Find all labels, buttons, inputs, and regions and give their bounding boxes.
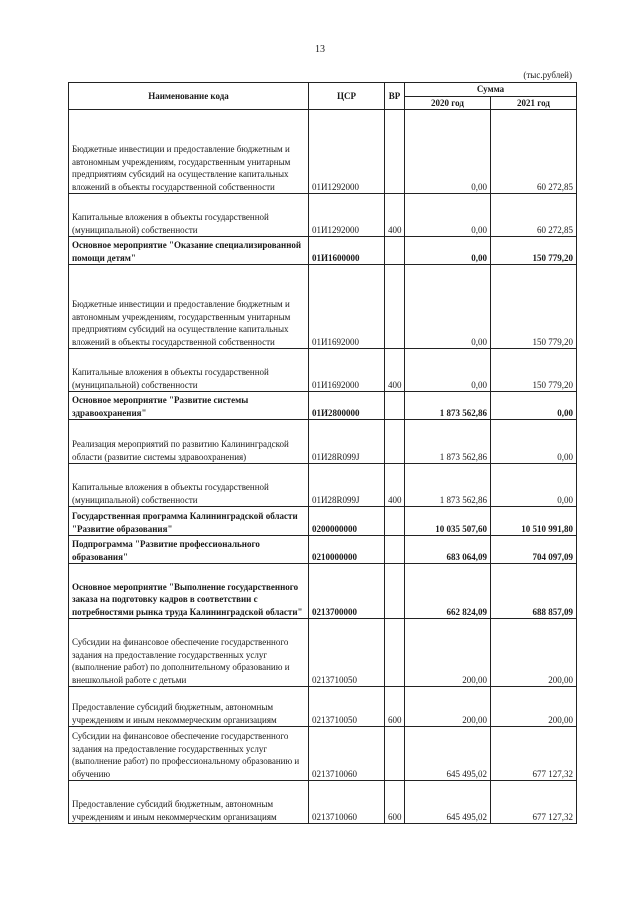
table-row	[69, 464, 577, 507]
row-2021: 150 779,20	[491, 237, 577, 265]
header-csr: ЦСР	[309, 83, 385, 110]
row-csr: 01И1692000	[309, 265, 385, 349]
row-vr: 400	[385, 464, 405, 507]
row-2020: 1 873 562,86	[405, 392, 491, 420]
row-2020: 0,00	[405, 265, 491, 349]
header-vr: ВР	[385, 83, 405, 110]
row-name: Основное мероприятие "Оказание специализированной помощи детям"	[69, 237, 309, 265]
table-row	[69, 392, 577, 420]
row-2020: 645 495,02	[405, 727, 491, 781]
row-csr: 01И1692000	[309, 349, 385, 392]
row-name: Капитальные вложения в объекты государственной (муниципальной) собственности	[69, 194, 309, 237]
table-row	[69, 564, 577, 619]
row-csr: 0213700000	[309, 564, 385, 619]
row-csr: 01И28R099J	[309, 464, 385, 507]
row-2021: 150 779,20	[491, 349, 577, 392]
row-2020: 0,00	[405, 194, 491, 237]
row-2021: 200,00	[491, 687, 577, 727]
row-2020: 1 873 562,86	[405, 420, 491, 464]
row-vr	[385, 507, 405, 536]
header-2021: 2021 год	[491, 96, 577, 110]
row-2021: 150 779,20	[491, 265, 577, 349]
row-name: Государственная программа Калининградской области "Развитие образования"	[69, 507, 309, 536]
row-2020: 662 824,09	[405, 564, 491, 619]
row-csr: 01И1600000	[309, 237, 385, 265]
row-name: Предоставление субсидий бюджетным, автономным учреждениям и иным некоммерческим организациям	[69, 687, 309, 727]
row-2021: 60 272,85	[491, 110, 577, 194]
row-2021: 0,00	[491, 392, 577, 420]
row-csr: 01И1292000	[309, 110, 385, 194]
table-row	[69, 349, 577, 392]
row-2021: 0,00	[491, 420, 577, 464]
table-row	[69, 727, 577, 781]
row-2021: 688 857,09	[491, 564, 577, 619]
row-vr	[385, 420, 405, 464]
budget-table	[68, 82, 577, 824]
row-name: Капитальные вложения в объекты государственной (муниципальной) собственности	[69, 464, 309, 507]
row-name: Реализация мероприятий по развитию Калининградской области (развитие системы здравоохранения)	[69, 420, 309, 464]
row-2020: 200,00	[405, 619, 491, 687]
row-2021: 0,00	[491, 464, 577, 507]
row-name: Субсидии на финансовое обеспечение государственного задания на предоставление государственных услуг (выполнение работ) по профессиональному образованию и обучению	[69, 727, 309, 781]
row-vr	[385, 392, 405, 420]
row-vr: 600	[385, 781, 405, 824]
header-2020: 2020 год	[405, 96, 491, 110]
row-vr	[385, 110, 405, 194]
row-2021: 704 097,09	[491, 536, 577, 564]
row-vr	[385, 237, 405, 265]
table-row	[69, 420, 577, 464]
row-2020: 0,00	[405, 349, 491, 392]
table-row	[69, 237, 577, 265]
row-2020: 10 035 507,60	[405, 507, 491, 536]
row-csr: 01И2800000	[309, 392, 385, 420]
row-vr	[385, 564, 405, 619]
row-2021: 10 510 991,80	[491, 507, 577, 536]
row-name: Основное мероприятие "Развитие системы здравоохранения"	[69, 392, 309, 420]
row-csr: 0213710060	[309, 727, 385, 781]
row-2020: 683 064,09	[405, 536, 491, 564]
table-row	[69, 265, 577, 349]
row-name: Предоставление субсидий бюджетным, автономным учреждениям и иным некоммерческим организациям	[69, 781, 309, 824]
row-2020: 0,00	[405, 237, 491, 265]
table-row	[69, 619, 577, 687]
row-2021: 677 127,32	[491, 727, 577, 781]
row-2020: 645 495,02	[405, 781, 491, 824]
row-2020: 0,00	[405, 110, 491, 194]
page-number: 13	[315, 44, 325, 55]
row-name: Основное мероприятие "Выполнение государственного заказа на подготовку кадров в соответствии с потребностями рынка труда Калининградской области"	[69, 564, 309, 619]
row-2021: 200,00	[491, 619, 577, 687]
table-row	[69, 110, 577, 194]
header-sum: Сумма	[405, 83, 577, 97]
row-name: Подпрограмма "Развитие профессионального образования"	[69, 536, 309, 564]
row-csr: 0213710050	[309, 619, 385, 687]
row-vr: 600	[385, 687, 405, 727]
row-vr	[385, 619, 405, 687]
table-row	[69, 507, 577, 536]
table-row	[69, 781, 577, 824]
row-vr: 400	[385, 194, 405, 237]
row-csr: 0213710060	[309, 781, 385, 824]
row-name: Бюджетные инвестиции и предоставление бюджетным и автономным учреждениям, государственным унитарным предприятиям субсидий на осуществление капитальных вложений в объекты государственной собственности	[69, 265, 309, 349]
row-csr: 01И28R099J	[309, 420, 385, 464]
header-name: Наименование кода	[69, 83, 309, 110]
row-vr	[385, 536, 405, 564]
row-2020: 1 873 562,86	[405, 464, 491, 507]
units-label: (тыс.рублей)	[523, 70, 572, 80]
row-csr: 0210000000	[309, 536, 385, 564]
row-name: Бюджетные инвестиции и предоставление бюджетным и автономным учреждениям, государственным унитарным предприятиям субсидий на осуществление капитальных вложений в объекты государственной собственности	[69, 110, 309, 194]
row-name: Капитальные вложения в объекты государственной (муниципальной) собственности	[69, 349, 309, 392]
table-row	[69, 687, 577, 727]
row-csr: 0213710050	[309, 687, 385, 727]
table-row	[69, 536, 577, 564]
row-vr	[385, 727, 405, 781]
row-csr: 01И1292000	[309, 194, 385, 237]
row-csr: 0200000000	[309, 507, 385, 536]
row-vr: 400	[385, 349, 405, 392]
row-vr	[385, 265, 405, 349]
row-name: Субсидии на финансовое обеспечение государственного задания на предоставление государственных услуг (выполнение работ) по дополнительному образованию и внешкольной работе с детьми	[69, 619, 309, 687]
row-2021: 677 127,32	[491, 781, 577, 824]
table-row	[69, 194, 577, 237]
row-2020: 200,00	[405, 687, 491, 727]
row-2021: 60 272,85	[491, 194, 577, 237]
